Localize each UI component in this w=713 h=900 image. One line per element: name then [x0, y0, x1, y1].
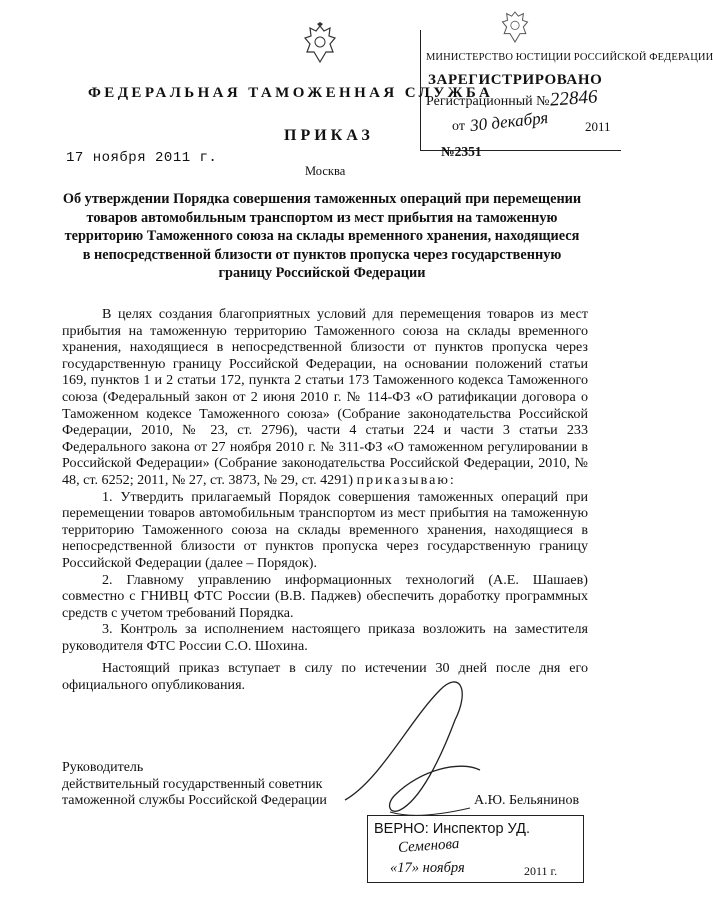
- signer-position-line3: таможенной службы Российской Федерации: [62, 793, 327, 808]
- item-3: 3. Контроль за исполнением настоящего приказа возложить на заместителя руководителя ФТС России С.О. Шохина.: [62, 621, 588, 654]
- agency-name: ФЕДЕРАЛЬНАЯ ТАМОЖЕННАЯ СЛУЖБА: [88, 85, 494, 101]
- item-1: 1. Утвердить прилагаемый Порядок совершения таможенных операций при перемещении товаров автомобильным транспортом из мест прибытия на таможенную территорию Таможенного союза на склады временного хранения, находящиеся в непосредственной близости от пунктов пропуска через государственную границу Российской Федерации (далее – Порядок).: [62, 488, 588, 571]
- signer-name: А.Ю. Бельянинов: [474, 793, 580, 808]
- signer-position-line2: действительный государственный советник: [62, 776, 323, 792]
- document-type: ПРИКАЗ: [284, 127, 374, 144]
- order-word: приказываю:: [356, 471, 456, 488]
- document-title: Об утверждении Порядка совершения таможенных операций при перемещении товаров автомобильным транспортом из мест прибытия на таможенную территорию Таможенного союза на склады временного хранения, находящиеся в непосредственной близости от пунктов пропуска через государственную границу Российской Федерации: [62, 191, 582, 281]
- registration-date-label: от: [452, 119, 465, 134]
- stamp-date-handwritten: «17» ноября: [390, 860, 465, 876]
- registration-number-handwritten: 22846: [549, 86, 599, 111]
- item-2: 2. Главному управлению информационных технологий (А.Е. Шашаев) совместно с ГНИВЦ ФТС России (В.В. Паджев) обеспечить доработку программных средств с учетом требований Порядка.: [62, 571, 588, 621]
- registration-number-label: Регистрационный №: [426, 94, 550, 109]
- registration-date-handwritten: 30 декабря: [469, 107, 550, 136]
- closing-paragraph: Настоящий приказ вступает в силу по истечении 30 дней после дня его официального опубликования.: [62, 660, 588, 694]
- order-date: 17 ноября 2011 г.: [66, 150, 218, 166]
- coat-of-arms-emblem-icon: [302, 22, 338, 66]
- order-city: Москва: [305, 164, 346, 178]
- registration-ministry: МИНИСТЕРСТВО ЮСТИЦИИ РОССИЙСКОЙ ФЕДЕРАЦИИ: [426, 52, 713, 63]
- registration-status: ЗАРЕГИСТРИРОВАНО: [428, 72, 603, 88]
- registration-year: 2011: [585, 119, 611, 134]
- order-number: №2351: [441, 144, 482, 159]
- document-body: [62, 306, 588, 694]
- signature-block: [62, 760, 327, 810]
- preamble-text: В целях создания благоприятных условий для перемещения товаров из мест прибытия на таможенную территорию Таможенного союза на склады временного хранения, находящиеся в непосредственной близости от пунктов пропуска через государственную границу Российской Федерации, на основании положений статьи 169, пунктов 1 и 2 статьи 172, пункта 2 статьи 173 Таможенного кодекса Таможенного союза (Федеральный закон от 2 июня 2010 г. № 114-ФЗ «О ратификации договора о Таможенном кодексе Таможенного союза» (Собрание законодательства Российской Федерации, 2010, № 23, ст. 2796), части 4 статьи 224 и части 3 статьи 233 Федерального закона от 27 ноября 2010 г. № 311-ФЗ «О таможенном регулировании в Российской Федерации» (Собрание законодательства Российской Федерации, 2010, № 48, ст. 6252; 2011, № 27, ст. 3873, № 29, ст. 4291): [62, 306, 588, 488]
- stamp-signature-handwritten: Семенова: [397, 835, 460, 857]
- stamp-label: ВЕРНО: Инспектор УД.: [374, 821, 530, 837]
- preamble-paragraph: [62, 306, 588, 489]
- stamp-year: 2011 г.: [524, 864, 558, 878]
- signer-position-line1: Руководитель: [62, 760, 144, 775]
